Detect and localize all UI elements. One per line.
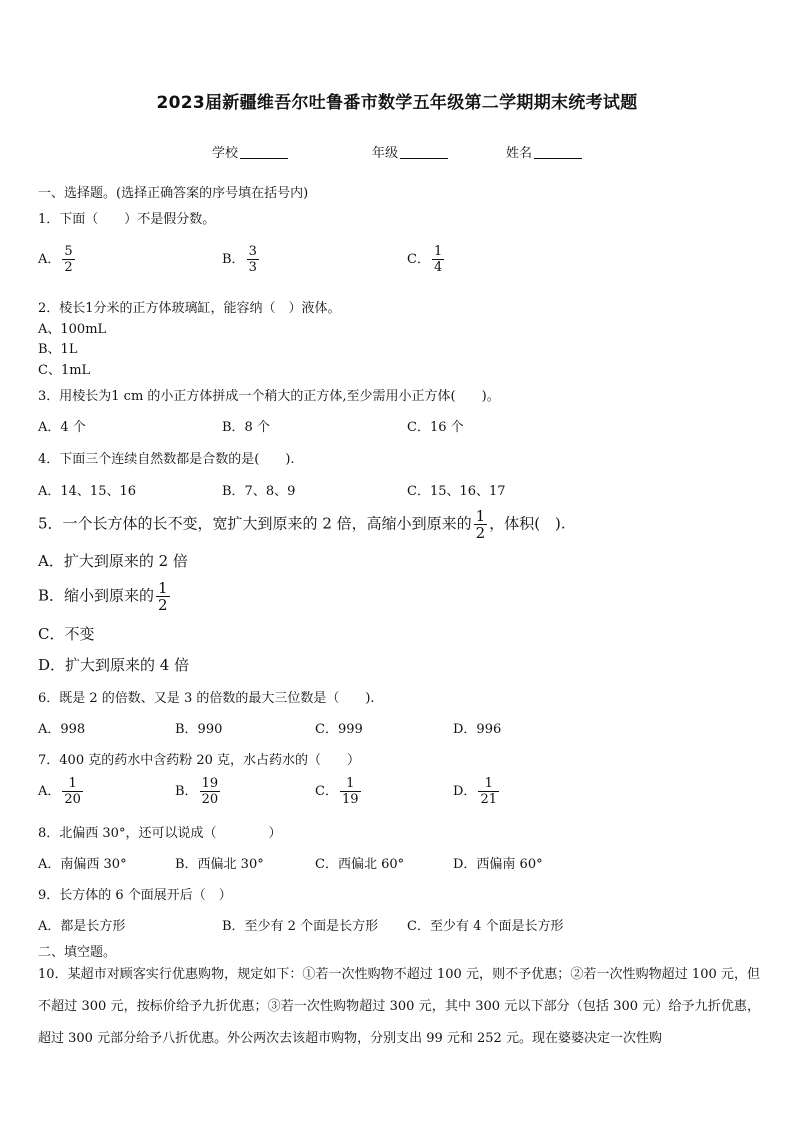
question-6-option-b: B．990 bbox=[175, 722, 223, 737]
question-2-stem: 2．棱长1分米的正方体玻璃缸，能容纳（ ）液体。 bbox=[38, 301, 341, 316]
question-8-option-a: A．南偏西 30° bbox=[38, 857, 127, 872]
question-7-option-c bbox=[315, 776, 363, 807]
name-field bbox=[506, 142, 582, 161]
option-label: A． bbox=[38, 784, 61, 799]
numerator: 1 bbox=[433, 244, 443, 259]
stem-text: ，体积( ). bbox=[489, 514, 566, 533]
question-5-option-d: D．扩大到原来的 4 倍 bbox=[38, 656, 190, 674]
fraction bbox=[156, 580, 170, 613]
option-text: B．缩小到原来的 bbox=[38, 586, 155, 605]
question-7-option-b bbox=[175, 776, 222, 807]
denominator: 3 bbox=[248, 260, 257, 275]
question-8-option-c: C．西偏北 60° bbox=[315, 857, 405, 872]
fraction bbox=[200, 776, 221, 807]
question-1-stem: 1．下面（ ）不是假分数。 bbox=[38, 212, 216, 227]
option-label: C． bbox=[315, 784, 338, 799]
question-4-option-c: C．15、16、17 bbox=[407, 484, 506, 499]
name-blank bbox=[534, 146, 582, 159]
denominator: 20 bbox=[64, 792, 81, 807]
question-4-stem: 4．下面三个连续自然数都是合数的是( ). bbox=[38, 452, 295, 467]
question-7-option-d bbox=[453, 776, 501, 807]
denominator: 2 bbox=[158, 596, 168, 614]
school-blank bbox=[240, 146, 288, 159]
denominator: 19 bbox=[341, 792, 359, 807]
question-6-option-a: A．998 bbox=[38, 722, 86, 737]
fraction bbox=[62, 244, 74, 275]
fraction bbox=[432, 244, 444, 275]
question-1-option-a bbox=[38, 244, 77, 275]
question-5-option-b bbox=[38, 580, 172, 613]
denominator: 2 bbox=[475, 524, 486, 542]
question-10-text: 10．某超市对顾客实行优惠购物，规定如下：①若一次性购物不超过 100 元，则不予优惠；②若一次性购物超过 100 元，但不超过 300 元，按标价给予九折优惠；③若一次性购物超过 300 元，其中 300 元以下部分（包括 300 元）给予九折优惠，超过 300 元部分给予八折优惠。外公两次去该超市购物，分别支出 99 元和 252 元。现在婆婆决定一次性购 bbox=[38, 967, 760, 1046]
question-9-option-c: C．至少有 4 个面是长方形 bbox=[407, 919, 564, 934]
question-6-option-d: D．996 bbox=[453, 722, 502, 737]
grade-field bbox=[372, 142, 448, 161]
numerator: 19 bbox=[201, 776, 219, 791]
denominator: 4 bbox=[433, 260, 443, 275]
denominator: 21 bbox=[480, 792, 497, 807]
question-2-option-b: B、1L bbox=[38, 342, 78, 357]
section-choice-heading: 一、选择题。(选择正确答案的序号填在括号内) bbox=[38, 186, 309, 201]
question-2-option-c: C、1mL bbox=[38, 363, 91, 378]
question-4-option-b: B．7、8、9 bbox=[222, 484, 296, 499]
question-4-option-a: A．14、15、16 bbox=[38, 484, 137, 499]
question-7-stem: 7．400 克的药水中含药粉 20 克，水占药水的（ ） bbox=[38, 753, 361, 768]
numerator: 1 bbox=[475, 507, 486, 525]
question-1-option-b bbox=[222, 244, 261, 275]
question-3-option-b: B．8 个 bbox=[222, 420, 270, 435]
question-6-stem: 6．既是 2 的倍数、又是 3 的倍数的最大三位数是（ ). bbox=[38, 691, 375, 706]
question-1-option-c bbox=[407, 244, 446, 275]
school-label: 学校 bbox=[212, 146, 239, 161]
fraction bbox=[478, 776, 499, 807]
fraction bbox=[340, 776, 361, 807]
grade-label: 年级 bbox=[372, 146, 399, 161]
question-3-stem: 3．用棱长为1 cm 的小正方体拼成一个稍大的正方体,至少需用小正方体( )。 bbox=[38, 389, 500, 404]
option-label: D． bbox=[453, 784, 477, 799]
denominator: 20 bbox=[201, 792, 219, 807]
question-9-stem: 9．长方体的 6 个面展开后（ ） bbox=[38, 888, 232, 903]
question-9-option-a: A．都是长方形 bbox=[38, 919, 126, 934]
option-label: B． bbox=[175, 784, 198, 799]
question-5-option-a: A．扩大到原来的 2 倍 bbox=[38, 552, 188, 570]
fraction bbox=[474, 508, 488, 541]
question-8-option-d: D．西偏南 60° bbox=[453, 857, 543, 872]
numerator: 1 bbox=[346, 776, 355, 791]
name-label: 姓名 bbox=[506, 146, 533, 161]
fraction bbox=[62, 776, 83, 807]
question-3-option-a: A．4 个 bbox=[38, 420, 86, 435]
option-label: B． bbox=[222, 252, 245, 267]
question-2-option-a: A、100mL bbox=[38, 322, 107, 337]
question-8-option-b: B．西偏北 30° bbox=[175, 857, 264, 872]
question-5-option-c: C．不变 bbox=[38, 625, 95, 643]
stem-text: 5．一个长方体的长不变，宽扩大到原来的 2 倍，高缩小到原来的 bbox=[38, 514, 472, 533]
page-title: 2023届新疆维吾尔吐鲁番市数学五年级第二学期期末统考试题 bbox=[156, 93, 638, 113]
question-9-option-b: B．至少有 2 个面是长方形 bbox=[222, 919, 379, 934]
grade-blank bbox=[400, 146, 448, 159]
numerator: 5 bbox=[64, 244, 73, 259]
fraction bbox=[247, 244, 259, 275]
question-7-option-a bbox=[38, 776, 85, 807]
question-6-option-c: C．999 bbox=[315, 722, 363, 737]
numerator: 1 bbox=[158, 579, 168, 597]
question-3-option-c: C．16 个 bbox=[407, 420, 464, 435]
numerator: 3 bbox=[248, 244, 257, 259]
option-label: A． bbox=[38, 252, 61, 267]
question-5-stem bbox=[38, 508, 566, 541]
section-fill-heading: 二、填空题。 bbox=[38, 945, 117, 960]
denominator: 2 bbox=[64, 260, 73, 275]
question-8-stem: 8．北偏西 30°，还可以说成（ ） bbox=[38, 826, 282, 841]
school-field bbox=[212, 142, 288, 161]
numerator: 1 bbox=[484, 776, 493, 791]
numerator: 1 bbox=[68, 776, 77, 791]
option-label: C． bbox=[407, 252, 430, 267]
